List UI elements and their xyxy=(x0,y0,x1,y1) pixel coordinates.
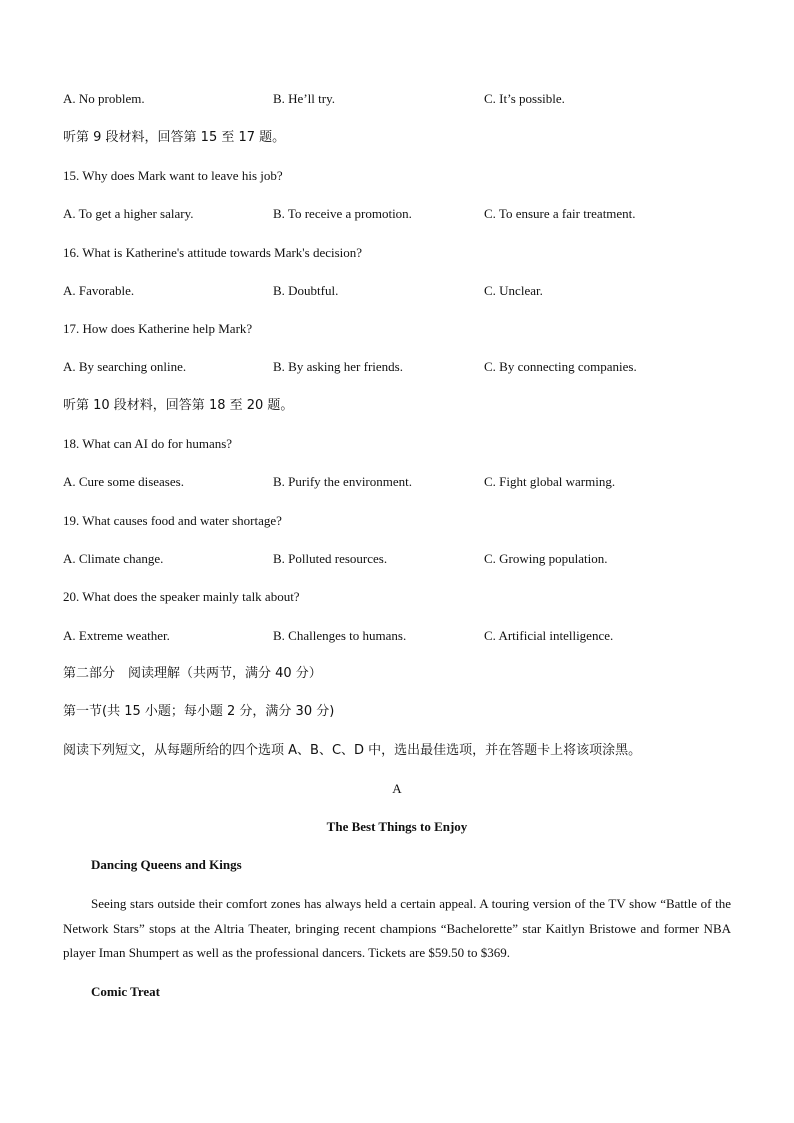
question-15-options xyxy=(63,206,763,222)
subsection-title-dancing: Dancing Queens and Kings xyxy=(91,857,242,872)
option-c: C. Unclear. xyxy=(484,283,543,298)
option-b: B. To receive a promotion. xyxy=(273,206,412,221)
option-b: B. Doubtful. xyxy=(273,283,339,298)
option-c: C. By connecting companies. xyxy=(484,359,637,374)
question-19-stem: 19. What causes food and water shortage? xyxy=(63,513,282,528)
question-20-stem: 20. What does the speaker mainly talk about? xyxy=(63,589,300,604)
subsection-title-comic: Comic Treat xyxy=(91,984,160,999)
option-a: A. Favorable. xyxy=(63,283,135,298)
option-b: B. Polluted resources. xyxy=(273,551,388,566)
question-16-stem: 16. What is Katherine's attitude towards Mark's decision? xyxy=(63,245,363,260)
option-a: A. Extreme weather. xyxy=(63,628,170,643)
passage-letter: A xyxy=(392,781,402,796)
option-a: A. Climate change. xyxy=(63,551,164,566)
section-9-instruction: 听第 9 段材料，回答第 15 至 17 题。 xyxy=(63,130,286,145)
option-b: B. By asking her friends. xyxy=(273,359,403,374)
question-15-stem: 15. Why does Mark want to leave his job? xyxy=(63,168,283,183)
option-c: C. Fight global warming. xyxy=(484,474,616,489)
option-a: A. By searching online. xyxy=(63,359,187,374)
option-c: C. It’s possible. xyxy=(484,91,565,106)
question-18-options xyxy=(63,474,763,490)
question-20-options xyxy=(63,628,763,644)
option-a: A. No problem. xyxy=(63,91,145,106)
question-16-options xyxy=(63,283,763,299)
passage-title: The Best Things to Enjoy xyxy=(326,819,468,834)
section-1-heading: 第一节(共 15 小题；每小题 2 分，满分 30 分) xyxy=(63,704,335,719)
question-18-stem: 18. What can AI do for humans? xyxy=(63,436,233,451)
option-b: B. Purify the environment. xyxy=(273,474,413,489)
part-2-heading: 第二部分 阅读理解（共两节，满分 40 分） xyxy=(63,666,322,681)
question-14-options xyxy=(63,91,763,107)
option-b: B. He’ll try. xyxy=(273,91,335,106)
question-19-options xyxy=(63,551,763,567)
option-c: C. Growing population. xyxy=(484,551,608,566)
subsection-body-dancing: Seeing stars outside their comfort zones has always held a certain appeal. A touring version of the TV show “Battle of the Network Stars” stops at the Altria Theater, bringing recent champions “Bachelorette” star Kaitlyn Bristowe and former NBA player Iman Shumpert as well as the professional dancers. Tickets are $59.50 to $369. xyxy=(63,896,731,960)
question-17-options xyxy=(63,359,763,375)
option-a: A. To get a higher salary. xyxy=(63,206,194,221)
section-10-instruction: 听第 10 段材料，回答第 18 至 20 题。 xyxy=(63,398,294,413)
option-b: B. Challenges to humans. xyxy=(273,628,407,643)
option-c: C. To ensure a fair treatment. xyxy=(484,206,636,221)
option-c: C. Artificial intelligence. xyxy=(484,628,614,643)
question-17-stem: 17. How does Katherine help Mark? xyxy=(63,321,253,336)
option-a: A. Cure some diseases. xyxy=(63,474,184,489)
reading-instruction: 阅读下列短文，从每题所给的四个选项 A、B、C、D 中，选出最佳选项，并在答题卡上将该项涂黑。 xyxy=(63,743,642,758)
